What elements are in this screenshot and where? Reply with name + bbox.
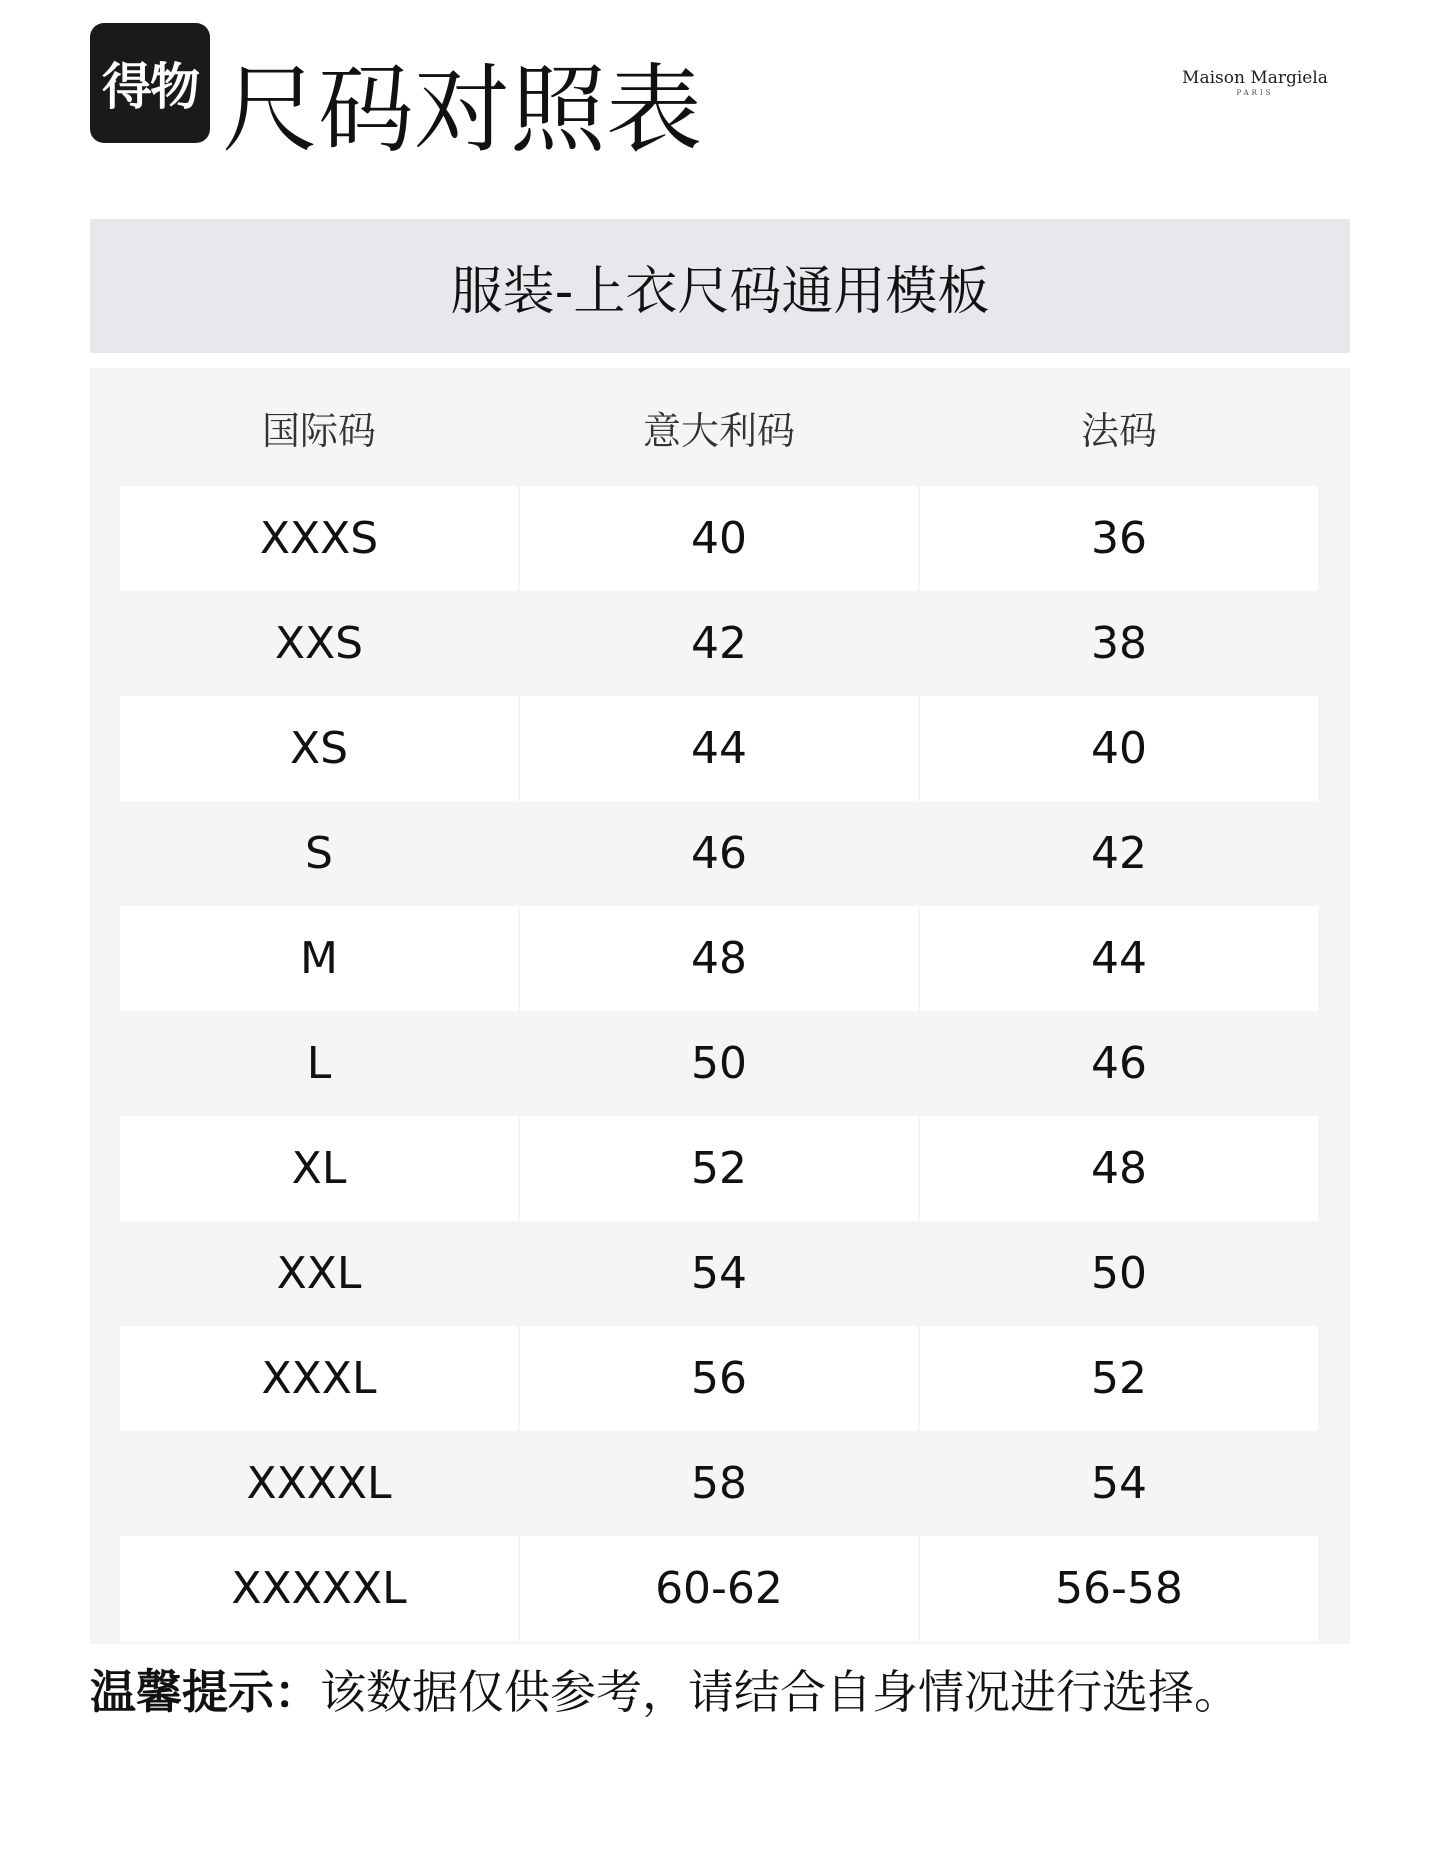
- cell-french: 46: [1091, 1038, 1147, 1089]
- table-row: [120, 1431, 1318, 1536]
- brand-logo: [1180, 68, 1330, 98]
- cell-international: XXL: [276, 1248, 362, 1299]
- cell-italian: 44: [520, 696, 918, 801]
- cell-italian: 40: [520, 486, 918, 591]
- cell-italian: 48: [520, 906, 918, 1011]
- table-row: [120, 1221, 1318, 1326]
- dewu-logo: [90, 23, 210, 143]
- table-row: [120, 801, 1318, 906]
- tip-text: 该数据仅供参考，请结合自身情况进行选择。: [320, 1665, 1240, 1719]
- cell-french: 42: [1091, 828, 1147, 879]
- cell-italian: 52: [520, 1116, 918, 1221]
- cell-italian: 56: [520, 1326, 918, 1431]
- cell-french: 48: [920, 1116, 1318, 1221]
- cell-italian: 54: [691, 1248, 747, 1299]
- cell-international: S: [305, 828, 333, 879]
- logo-text: 得物: [102, 58, 198, 116]
- cell-international: XXXL: [120, 1326, 518, 1431]
- cell-french: 52: [920, 1326, 1318, 1431]
- size-table: [90, 368, 1350, 1644]
- page-title: 尺码对照表: [222, 54, 702, 166]
- cell-international: XXXS: [120, 486, 518, 591]
- cell-international: M: [120, 906, 518, 1011]
- cell-french: 36: [920, 486, 1318, 591]
- column-header-italian: 意大利码: [642, 408, 795, 453]
- tip-note: [90, 1656, 1240, 1728]
- cell-international: XXXXL: [246, 1458, 392, 1509]
- brand-name: Maison Margiela: [1182, 68, 1328, 88]
- table-row: [120, 906, 1318, 1011]
- cell-french: 56-58: [920, 1536, 1318, 1641]
- table-row: [120, 1326, 1318, 1431]
- cell-french: 40: [920, 696, 1318, 801]
- cell-italian: 60-62: [520, 1536, 918, 1641]
- cell-italian: 46: [691, 828, 747, 879]
- tip-label: 温馨提示：: [90, 1665, 320, 1719]
- section-title-bar: [90, 219, 1350, 353]
- table-row: [120, 696, 1318, 801]
- cell-french: 44: [920, 906, 1318, 1011]
- cell-international: XL: [120, 1116, 518, 1221]
- table-row: [120, 486, 1318, 591]
- cell-international: L: [306, 1038, 332, 1089]
- cell-international: XXXXXL: [120, 1536, 518, 1641]
- table-row: [120, 1011, 1318, 1116]
- cell-french: 50: [1091, 1248, 1147, 1299]
- table-row: [120, 1116, 1318, 1221]
- table-row: [120, 1536, 1318, 1641]
- brand-city: PARIS: [1236, 89, 1274, 97]
- column-header-international: 国际码: [261, 408, 376, 453]
- section-title: 服装-上衣尺码通用模板: [450, 261, 990, 322]
- cell-french: 54: [1091, 1458, 1147, 1509]
- cell-international: XS: [120, 696, 518, 801]
- cell-italian: 58: [691, 1458, 747, 1509]
- cell-italian: 50: [691, 1038, 747, 1089]
- cell-international: XXS: [274, 618, 364, 669]
- cell-italian: 42: [691, 618, 747, 669]
- column-header-french: 法码: [1080, 408, 1157, 453]
- cell-french: 38: [1091, 618, 1147, 669]
- table-row: [120, 591, 1318, 696]
